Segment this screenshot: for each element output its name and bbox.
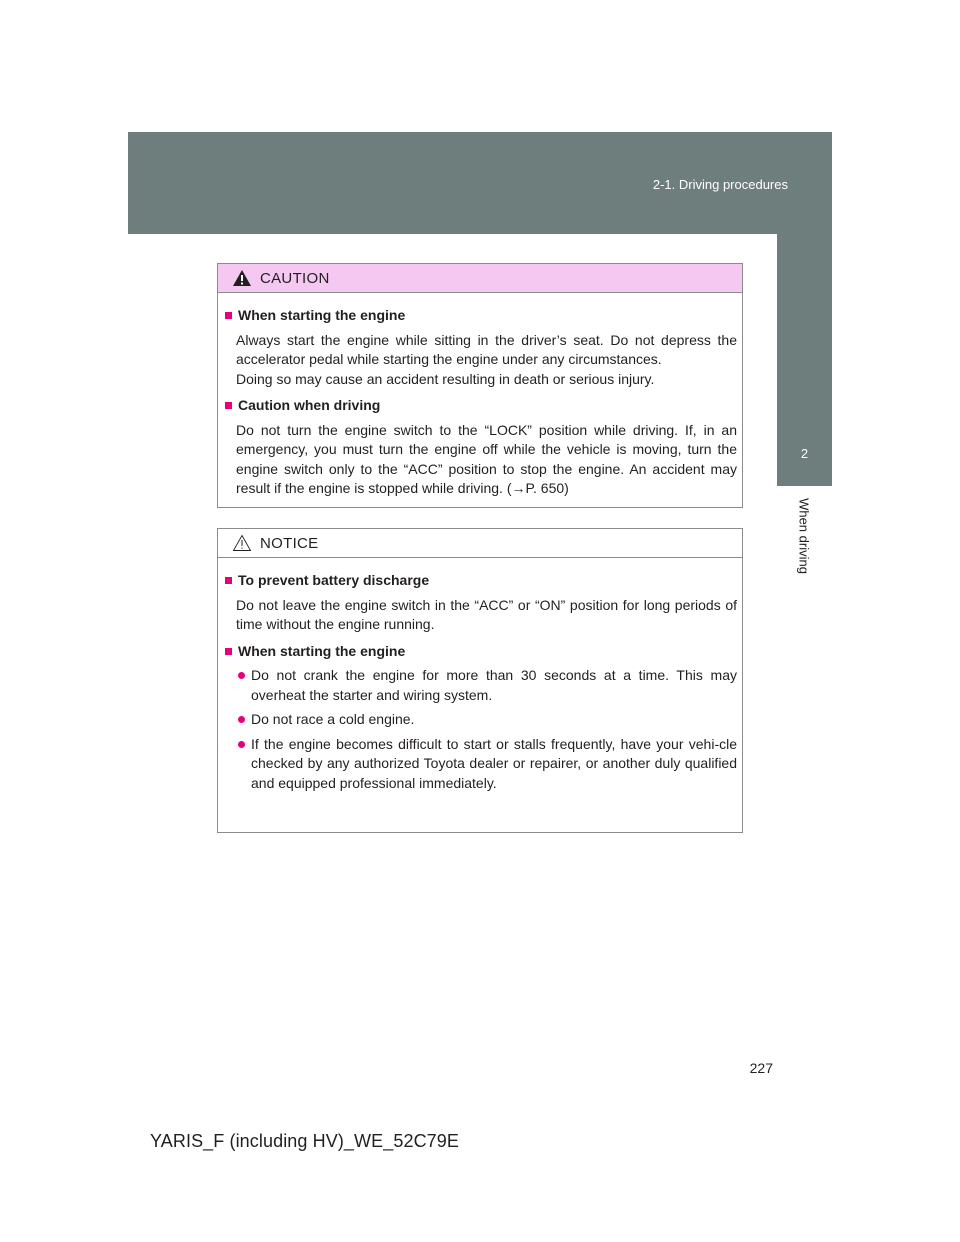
warning-triangle-filled-icon (232, 269, 252, 287)
page-number: 227 (749, 1060, 773, 1076)
notice-item-text: Do not leave the engine switch in the “ACC” or “ON” position for long periods of time without the engine running. (236, 596, 737, 632)
model-code: YARIS_F (including HV)_WE_52C79E (150, 1131, 459, 1151)
round-bullet-icon (238, 716, 245, 723)
caution-item (224, 306, 737, 389)
square-bullet-icon (225, 577, 232, 584)
caution-title: CAUTION (260, 270, 330, 287)
chapter-label: When driving (796, 498, 812, 574)
notice-item (224, 571, 737, 635)
square-bullet-icon (225, 648, 232, 655)
notice-bullet-text: Do not race a cold engine. (251, 711, 415, 727)
notice-title: NOTICE (260, 535, 319, 552)
square-bullet-icon (225, 312, 232, 319)
caution-item-text: Doing so may cause an accident resulting in death or serious injury. (236, 370, 655, 387)
caution-item-text: Do not turn the engine switch to the “LOCK” position while driving. If, in an emergency, you must turn the engine off while the vehicle is moving, turn the engine switch only to the “ACC” position to stop the engine. An accident may result if the engine is stopped while driving. (→P. 650) (236, 421, 737, 496)
notice-bullet-text: Do not crank the engine for more than 30 seconds at a time. This may overheat the starter and wiring system. (251, 667, 737, 703)
chapter-number: 2 (800, 446, 809, 461)
caution-box (217, 263, 743, 508)
square-bullet-icon (225, 402, 232, 409)
header-band (128, 132, 832, 234)
notice-item-title: When starting the engine (238, 642, 406, 659)
notice-header (218, 529, 742, 558)
caution-header (218, 264, 742, 293)
notice-bullet (224, 735, 737, 794)
warning-triangle-outline-icon (232, 534, 252, 552)
caution-item-title: When starting the engine (238, 307, 406, 323)
notice-bullet (224, 710, 737, 730)
notice-item-title: To prevent battery discharge (238, 572, 430, 588)
section-title: 2-1. Driving procedures (652, 177, 788, 192)
round-bullet-icon (238, 672, 245, 679)
notice-item (224, 642, 737, 794)
caution-item-title: Caution when driving (238, 397, 381, 413)
notice-bullet (224, 666, 737, 705)
caution-item-text: Always start the engine while sitting in the driver’s seat. Do not depress the accelerator pedal while starting the engine under any circumstances. (236, 331, 737, 367)
notice-bullet-text: If the engine becomes difficult to start or stalls frequently, have your vehi-cle checked by any authorized Toyota dealer or repairer, or another duly qualified and equipped professional immediately. (251, 735, 737, 791)
round-bullet-icon (238, 741, 245, 748)
caution-item (224, 396, 737, 499)
notice-box (217, 528, 743, 833)
